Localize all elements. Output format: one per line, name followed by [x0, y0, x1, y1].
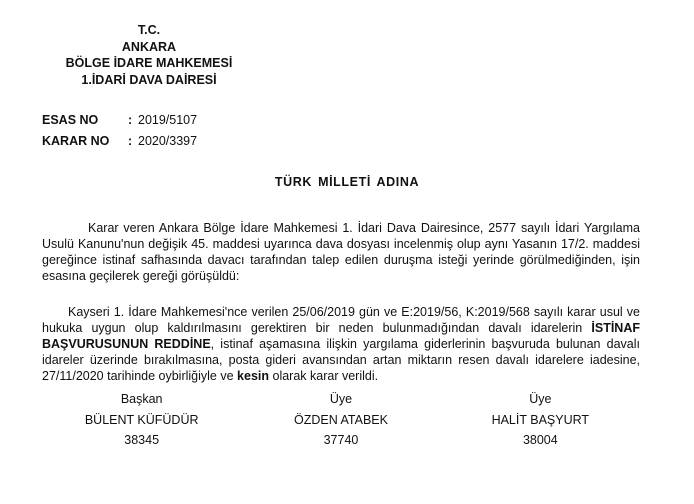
decision-final-bold: kesin	[237, 368, 270, 383]
karar-separator: :	[128, 134, 133, 148]
court-name: BÖLGE İDARE MAHKEMESİ	[65, 56, 233, 70]
chamber-name: 1.İDARİ DAVA DAİRESİ	[81, 72, 217, 87]
signature-name: BÜLENT KÜFÜDÜR	[84, 412, 199, 427]
signature-block	[42, 389, 640, 451]
signature-name: ÖZDEN ATABEK	[293, 412, 388, 427]
esas-value: 2019/5107	[138, 113, 198, 127]
signature-number: 38345	[124, 433, 160, 447]
esas-label: ESAS NO	[42, 113, 99, 127]
signature-name: HALİT BAŞYURT	[491, 412, 590, 427]
signature-role: Üye	[529, 392, 552, 406]
decision-text-part3: olarak karar verildi.	[269, 368, 379, 383]
document-title: TÜRK MİLLETİ ADINA	[274, 175, 420, 189]
signature-member-1	[241, 389, 440, 451]
preamble-paragraph: Karar veren Ankara Bölge İdare Mahkemesi 1. İdari Dava Dairesince, 2577 sayılı İdari Yargılama Usulü Kanunu'nun değişik 45. maddesi uyarınca dava dosyası incelenmiş olup aynı Yasanın 17/2. maddesi gereğince istinaf safhasında davacı tarafından talep edilen duruşma isteği yerinde görülmediğinden, işin esasına geçilerek gereği görüşüldü:	[42, 220, 640, 283]
karar-label: KARAR NO	[42, 134, 110, 148]
city-heading: ANKARA	[121, 39, 177, 54]
signature-role: Üye	[329, 392, 353, 406]
decision-text-part1: Kayseri 1. İdare Mahkemesi'nce verilen 25/06/2019 gün ve E:2019/56, K:2019/568 sayılı karar usul ve hukuka uygun olup kaldırılmasını gerektiren bir neden bulunmadığından davalı idarelerin	[42, 304, 640, 335]
signature-number: 37740	[323, 433, 359, 447]
court-header	[44, 22, 254, 88]
signature-role: Başkan	[120, 392, 163, 406]
case-info	[42, 110, 197, 152]
karar-row	[42, 131, 197, 152]
signature-number: 38004	[522, 433, 558, 447]
decision-paragraph	[42, 304, 640, 384]
karar-value: 2020/3397	[138, 134, 198, 148]
decision-text-part2: , istinaf aşamasına ilişkin yargılama giderlerinin başvuruda bulunan davalı idareler üzerinde bırakılmasına, posta gideri avansından artan miktarın resen davalı idarelere iadesine, 27/11/2020 tarihinde oybirliğiyle ve	[42, 336, 640, 383]
decision-ruling-bold: İSTİNAF BAŞVURUSUNUN REDDİNE	[42, 320, 640, 351]
country-heading: T.C.	[137, 23, 161, 37]
esas-separator: :	[128, 113, 133, 127]
signature-president	[42, 389, 241, 451]
signature-member-2	[441, 389, 640, 451]
esas-row	[42, 110, 197, 131]
